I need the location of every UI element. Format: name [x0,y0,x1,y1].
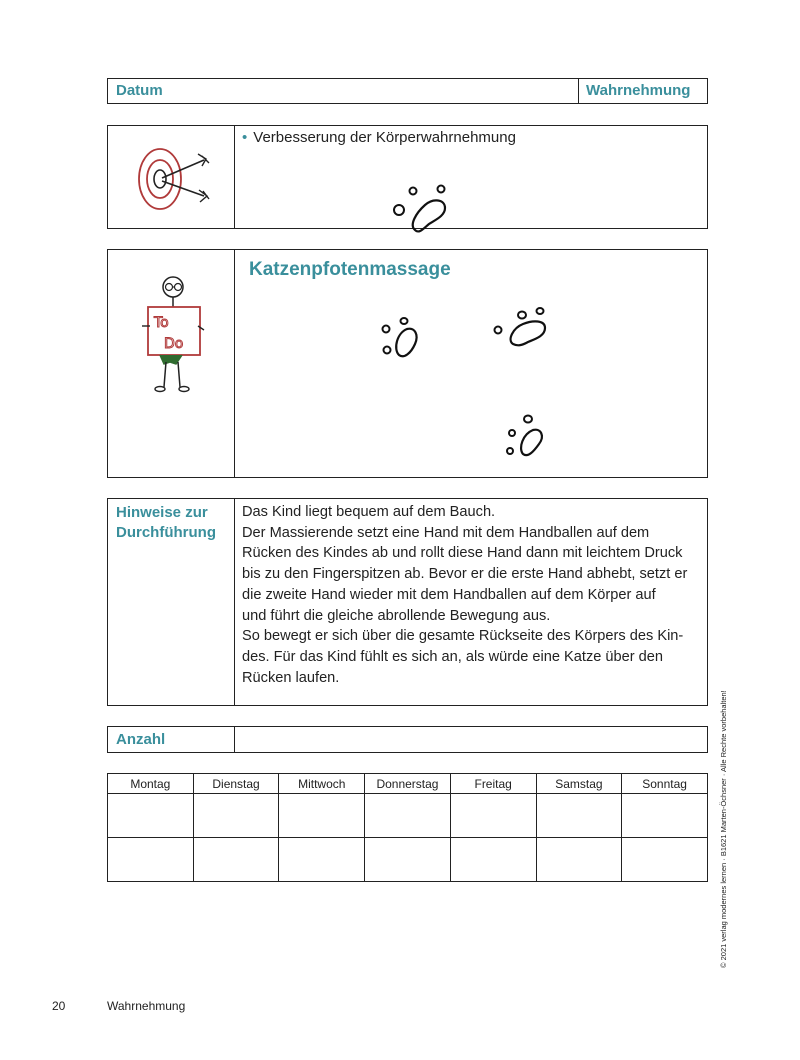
instructions-line: Rücken laufen. [242,669,340,686]
bullet-icon: • [242,129,248,146]
target-icon [136,146,216,212]
exercise-title: Katzenpfotenmassage [249,259,451,280]
section-name: Wahrnehmung [107,999,186,1013]
day-header: Montag [108,774,194,794]
header-row [107,78,708,104]
instructions-line: die zweite Hand wieder mit dem Handballen auf dem Körper auf [242,586,656,603]
week-row [108,838,708,882]
paw-print-icon [379,317,425,361]
exercise-divider [234,250,235,477]
day-cell[interactable] [536,794,622,838]
instructions-label-line: Hinweise zur [116,504,208,521]
week-row [108,794,708,838]
goal-item [242,129,516,146]
copyright-notice: © 2021 verlag modernes lernen · B1621 Marten-Öchsner · Alle Rechte vorbehalten! [719,690,728,968]
instructions-divider [234,499,235,705]
day-header: Sonntag [622,774,708,794]
instructions-line: So bewegt er sich über die gesamte Rückseite des Körpers des Kin- [242,628,684,645]
day-cell[interactable] [450,794,536,838]
day-header: Samstag [536,774,622,794]
week-header-row [108,774,708,794]
count-row [107,726,708,753]
day-cell[interactable] [193,794,279,838]
day-cell[interactable] [108,794,194,838]
day-cell[interactable] [193,838,279,882]
instructions-row [107,498,708,706]
day-cell[interactable] [279,794,365,838]
day-cell[interactable] [622,794,708,838]
day-cell[interactable] [536,838,622,882]
count-field[interactable] [235,727,707,752]
week-table [107,773,708,882]
goal-text: Verbesserung der Körperwahrnehmung [253,129,516,146]
day-cell[interactable] [622,838,708,882]
page-number: 20 [52,999,66,1013]
category-label: Wahrnehmung [586,82,691,99]
goal-divider [234,126,235,228]
day-header: Dienstag [193,774,279,794]
day-cell[interactable] [450,838,536,882]
instructions-text [242,502,704,688]
day-header: Mittwoch [279,774,365,794]
goal-row [107,125,708,229]
instructions-line: Das Kind liegt bequem auf dem Bauch. [242,504,496,520]
header-divider [578,79,579,103]
paw-print-icon [505,414,547,458]
day-header: Donnerstag [365,774,451,794]
paw-print-icon [493,306,549,348]
day-cell[interactable] [365,838,451,882]
day-cell[interactable] [279,838,365,882]
count-label: Anzahl [116,731,166,748]
instructions-line: und führt die gleiche abrollende Bewegung aus. [242,607,551,624]
instructions-line: des. Für das Kind fühlt es sich an, als würde eine Katze über den [242,648,664,665]
day-cell[interactable] [108,838,194,882]
to-do-figure-icon [140,274,204,396]
todo-sign-line1: To [154,315,169,331]
todo-sign-line2: Do [164,336,184,352]
instructions-line: bis zu den Fingerspitzen ab. Bevor er die erste Hand abhebt, setzt er [242,566,688,583]
instructions-line: Der Massierende setzt eine Hand mit dem Handballen auf dem [242,524,650,541]
paw-print-icon [391,183,451,235]
exercise-row [107,249,708,478]
instructions-line: Rücken des Kindes ab und rollt diese Hand dann mit leichtem Druck [242,545,683,562]
instructions-label-line: Durchführung [116,524,216,541]
date-label: Datum [116,82,163,99]
instructions-label [116,503,226,543]
day-cell[interactable] [365,794,451,838]
day-header: Freitag [450,774,536,794]
